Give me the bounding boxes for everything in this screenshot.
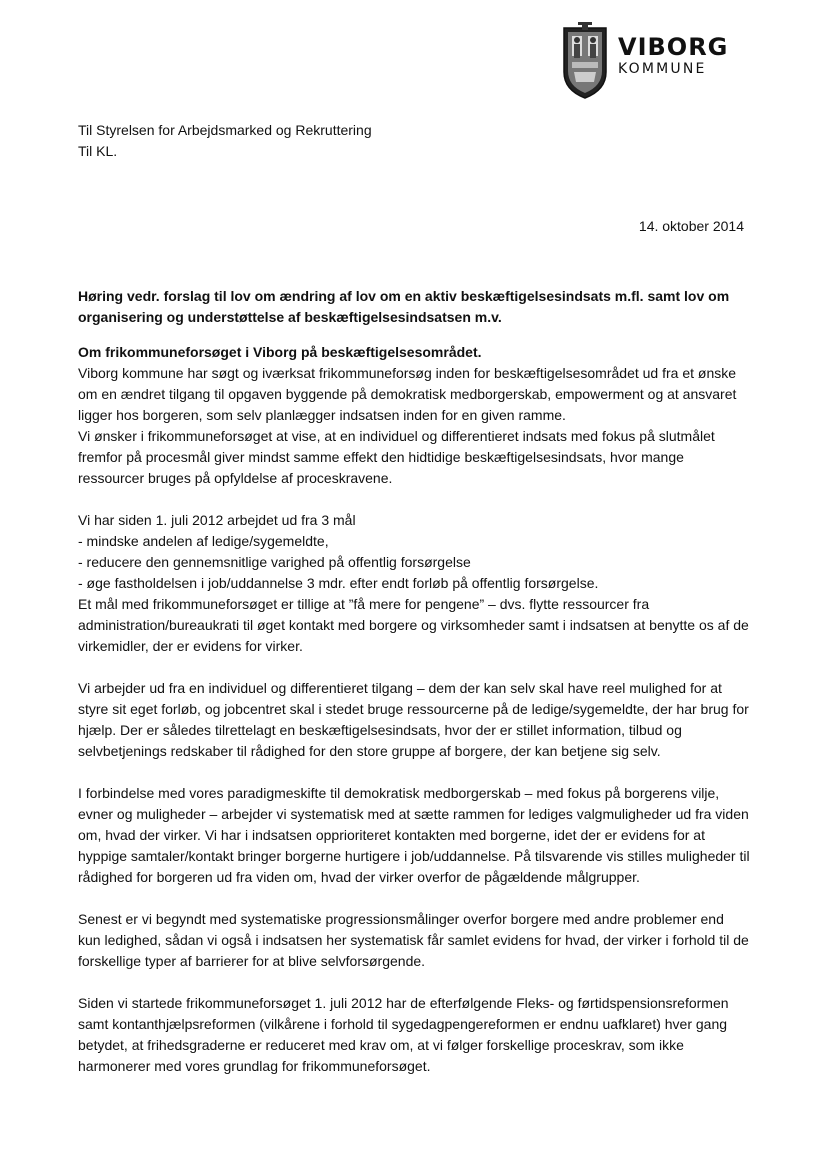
- paragraph: Siden vi startede frikommuneforsøget 1. juli 2012 har de efterfølgende Fleks- og førtidspensionsreformen samt kontanthjælpsreformen (vilkårene i forhold til sygedagpengereformen er endnu uafklaret) hver gang betydet, at frihedsgraderne er reduceret med krav om, at vi følger forskellige proceskrav, som ikke harmonerer med vores grundlag for frikommuneforsøget.: [78, 995, 729, 1074]
- letter-heading: Høring vedr. forslag til lov om ændring af lov om en aktiv beskæftigelsesindsats m.fl. samt lov om organisering og understøttelse af beskæftigelsesindsatsen m.v.: [78, 288, 730, 325]
- paragraph: Senest er vi begyndt med systematiske progressionsmålinger overfor borgere med andre problemer end kun ledighed, sådan vi også i indsatsen her systematisk får samlet evidens for hvad, der virker i forhold til de forskellige typer af barrierer for at blive selvforsørgende.: [78, 911, 749, 969]
- goals-block: [78, 510, 750, 657]
- paragraph: Vi ønsker i frikommuneforsøget at vise, at en individuel og differentieret indsats med fokus på slutmålet fremfor på procesmål giver mindst samme effekt den hidtidige beskæftigelsesindsats, hvor mange ressourcer bruges på opfyldelse af proceskravene.: [78, 428, 715, 486]
- section-title: Om frikommuneforsøget i Viborg på beskæftigelsesområdet.: [78, 344, 482, 360]
- paragraph: I forbindelse med vores paradigmeskifte til demokratisk medborgerskab – med fokus på borgerens vilje, evner og muligheder – arbejder vi systematisk med at sætte rammen for lediges valgmuligheder ud fra viden om, hvad der virker. Vi har i indsatsen opprioriteret kontakten med borgerne, idet der er evidens for at hyppige samtaler/kontakt bringer borgerne hurtigere i job/uddannelse. På tilsvarende vis stilles muligheder til rådighed for borgeren ud fra viden om, hvad der virker overfor de pågældende målgrupper.: [78, 785, 750, 885]
- logo-name: VIBORG: [618, 33, 729, 61]
- goals-intro: Vi har siden 1. juli 2012 arbejdet ud fra 3 mål: [78, 512, 356, 528]
- logo-sub: KOMMUNE: [618, 61, 707, 77]
- goal-item: - mindske andelen af ledige/sygemeldte,: [78, 533, 329, 549]
- municipal-seal-icon: [560, 22, 610, 100]
- recipient-line: Til Styrelsen for Arbejdsmarked og Rekruttering: [78, 122, 372, 138]
- goal-item: - øge fastholdelsen i job/uddannelse 3 mdr. efter endt forløb på offentlig forsørgelse.: [78, 575, 599, 591]
- paragraph: Viborg kommune har søgt og iværksat frikommuneforsøg inden for beskæftigelsesområdet ud fra et ønske om en ændret tilgang til opgaven byggende på demokratisk medborgerskab, empowerment og at ansvaret ligger hos borgeren, som selv planlægger indsatsen inden for en given ramme.: [78, 365, 737, 423]
- recipients: [78, 120, 678, 162]
- goals-outro: Et mål med frikommuneforsøget er tillige at ”få mere for pengene” – dvs. flytte ressourcer fra administration/bureaukrati til øget kontakt med borgere og virksomheder samt i indsatsen at benytte os af de virkemidler, der er evidens for virker.: [78, 596, 749, 654]
- logo-text: [618, 34, 728, 77]
- letter-date: 14. oktober 2014: [638, 218, 744, 234]
- letter-body: [78, 342, 750, 1098]
- recipient-line: Til KL.: [78, 143, 118, 159]
- viborg-kommune-logo: [560, 22, 740, 102]
- goal-item: - reducere den gennemsnitlige varighed på offentlig forsørgelse: [78, 554, 471, 570]
- paragraph: Vi arbejder ud fra en individuel og differentieret tilgang – dem der kan selv skal have reel mulighed for at styre sit eget forløb, og jobcentret skal i stedet bruge ressourcerne på de ledige/sygemeldte, der har brug for hjælp. Der er således tilrettelagt en beskæftigelsesindsats, hvor der er stillet information, tilbud og selvbetjenings redskaber til rådighed for den store gruppe af borgere, der kan betjene sig selv.: [78, 680, 749, 759]
